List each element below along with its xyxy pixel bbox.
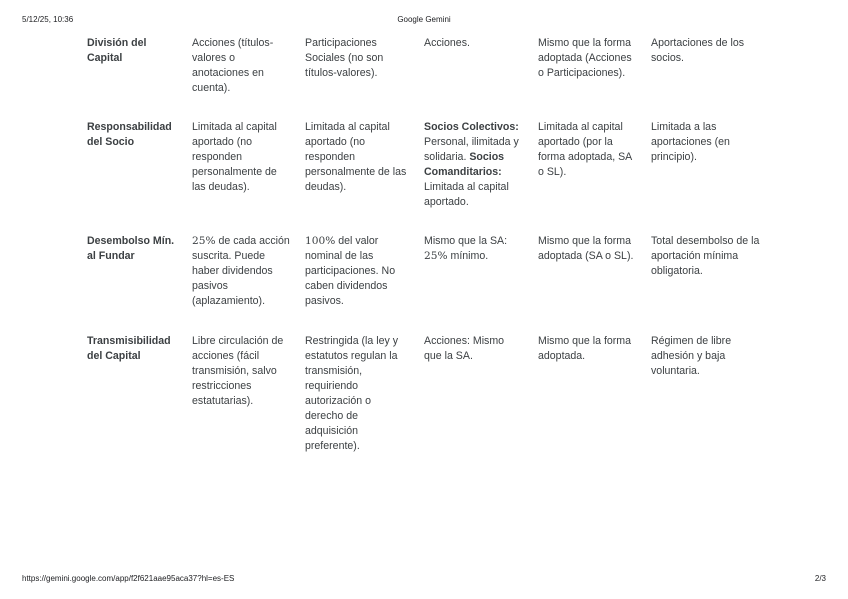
table-cell: Acciones (títulos-valores o anotaciones en cuenta). [192, 37, 274, 94]
table-cell: Mismo que la forma adoptada. [538, 335, 632, 362]
table-cell [417, 120, 531, 234]
cell-text: Limitada al capital aportado. [424, 181, 509, 208]
feature-label: Responsabilidad del Socio [87, 121, 172, 148]
table-cell [185, 234, 298, 334]
math-value: 100% [305, 235, 336, 247]
table-row [80, 120, 770, 234]
table-cell: Limitada al capital aportado (no responden personalmente de las deudas). [192, 121, 277, 193]
print-timestamp: 5/12/25, 10:36 [22, 15, 74, 24]
print-footer [22, 574, 826, 586]
table-cell: Limitada al capital aportado (no responden personalmente de las deudas). [305, 121, 407, 193]
cell-text: de cada acción suscrita. Puede haber dividendos pasivos (aplazamiento). [192, 235, 290, 307]
table-cell: Total desembolso de la aportación mínima obligatoria. [651, 235, 760, 277]
table-cell [417, 234, 531, 334]
comparison-table [80, 36, 770, 454]
table-cell: Régimen de libre adhesión y baja voluntaria. [651, 335, 732, 377]
math-value: 25% [192, 235, 216, 247]
table-row [80, 36, 770, 120]
cell-text: del valor nominal de las participaciones. No caben dividendos pasivos. [305, 235, 396, 307]
page-number: 2/3 [814, 574, 826, 583]
cell-text: Mismo que la SA: [424, 235, 508, 247]
table-cell: Mismo que la forma adoptada (SA o SL). [538, 235, 634, 262]
math-value: 25% [424, 250, 448, 262]
table-cell: Limitada al capital aportado (por la forma adoptada, SA o SL). [538, 121, 632, 178]
table-cell: Mismo que la forma adoptada (Acciones o Participaciones). [538, 37, 632, 79]
cell-text: Personal, ilimitada y solidaria. [424, 136, 519, 163]
table-row [80, 234, 770, 334]
bold-label: Socios Comanditarios: [424, 151, 505, 178]
table-cell: Acciones. [424, 37, 470, 49]
table-cell: Limitada a las aportaciones (en principio). [651, 121, 730, 163]
table-cell: Restringida (la ley y estatutos regulan la transmisión, requiriendo autorización o derecho de adquisición preferente). [305, 335, 399, 452]
print-title: Google Gemini [397, 15, 451, 24]
table-cell [298, 234, 417, 334]
cell-text: mínimo. [447, 250, 489, 262]
table-cell: Participaciones Sociales (no son títulos-valores). [305, 37, 384, 79]
page-url: https://gemini.google.com/app/f2f621aae95aca37?hl=es-ES [22, 574, 235, 583]
feature-label: Desembolso Mín. al Fundar [87, 235, 175, 262]
feature-label: División del Capital [87, 37, 147, 64]
feature-label: Transmisibilidad del Capital [87, 335, 171, 362]
table-row [80, 334, 770, 454]
table-cell: Acciones: Mismo que la SA. [424, 335, 505, 362]
bold-label: Socios Colectivos: [424, 121, 519, 133]
print-header [22, 15, 826, 27]
table-cell: Libre circulación de acciones (fácil transmisión, salvo restricciones estatutarias). [192, 335, 284, 407]
table-cell: Aportaciones de los socios. [651, 37, 745, 64]
